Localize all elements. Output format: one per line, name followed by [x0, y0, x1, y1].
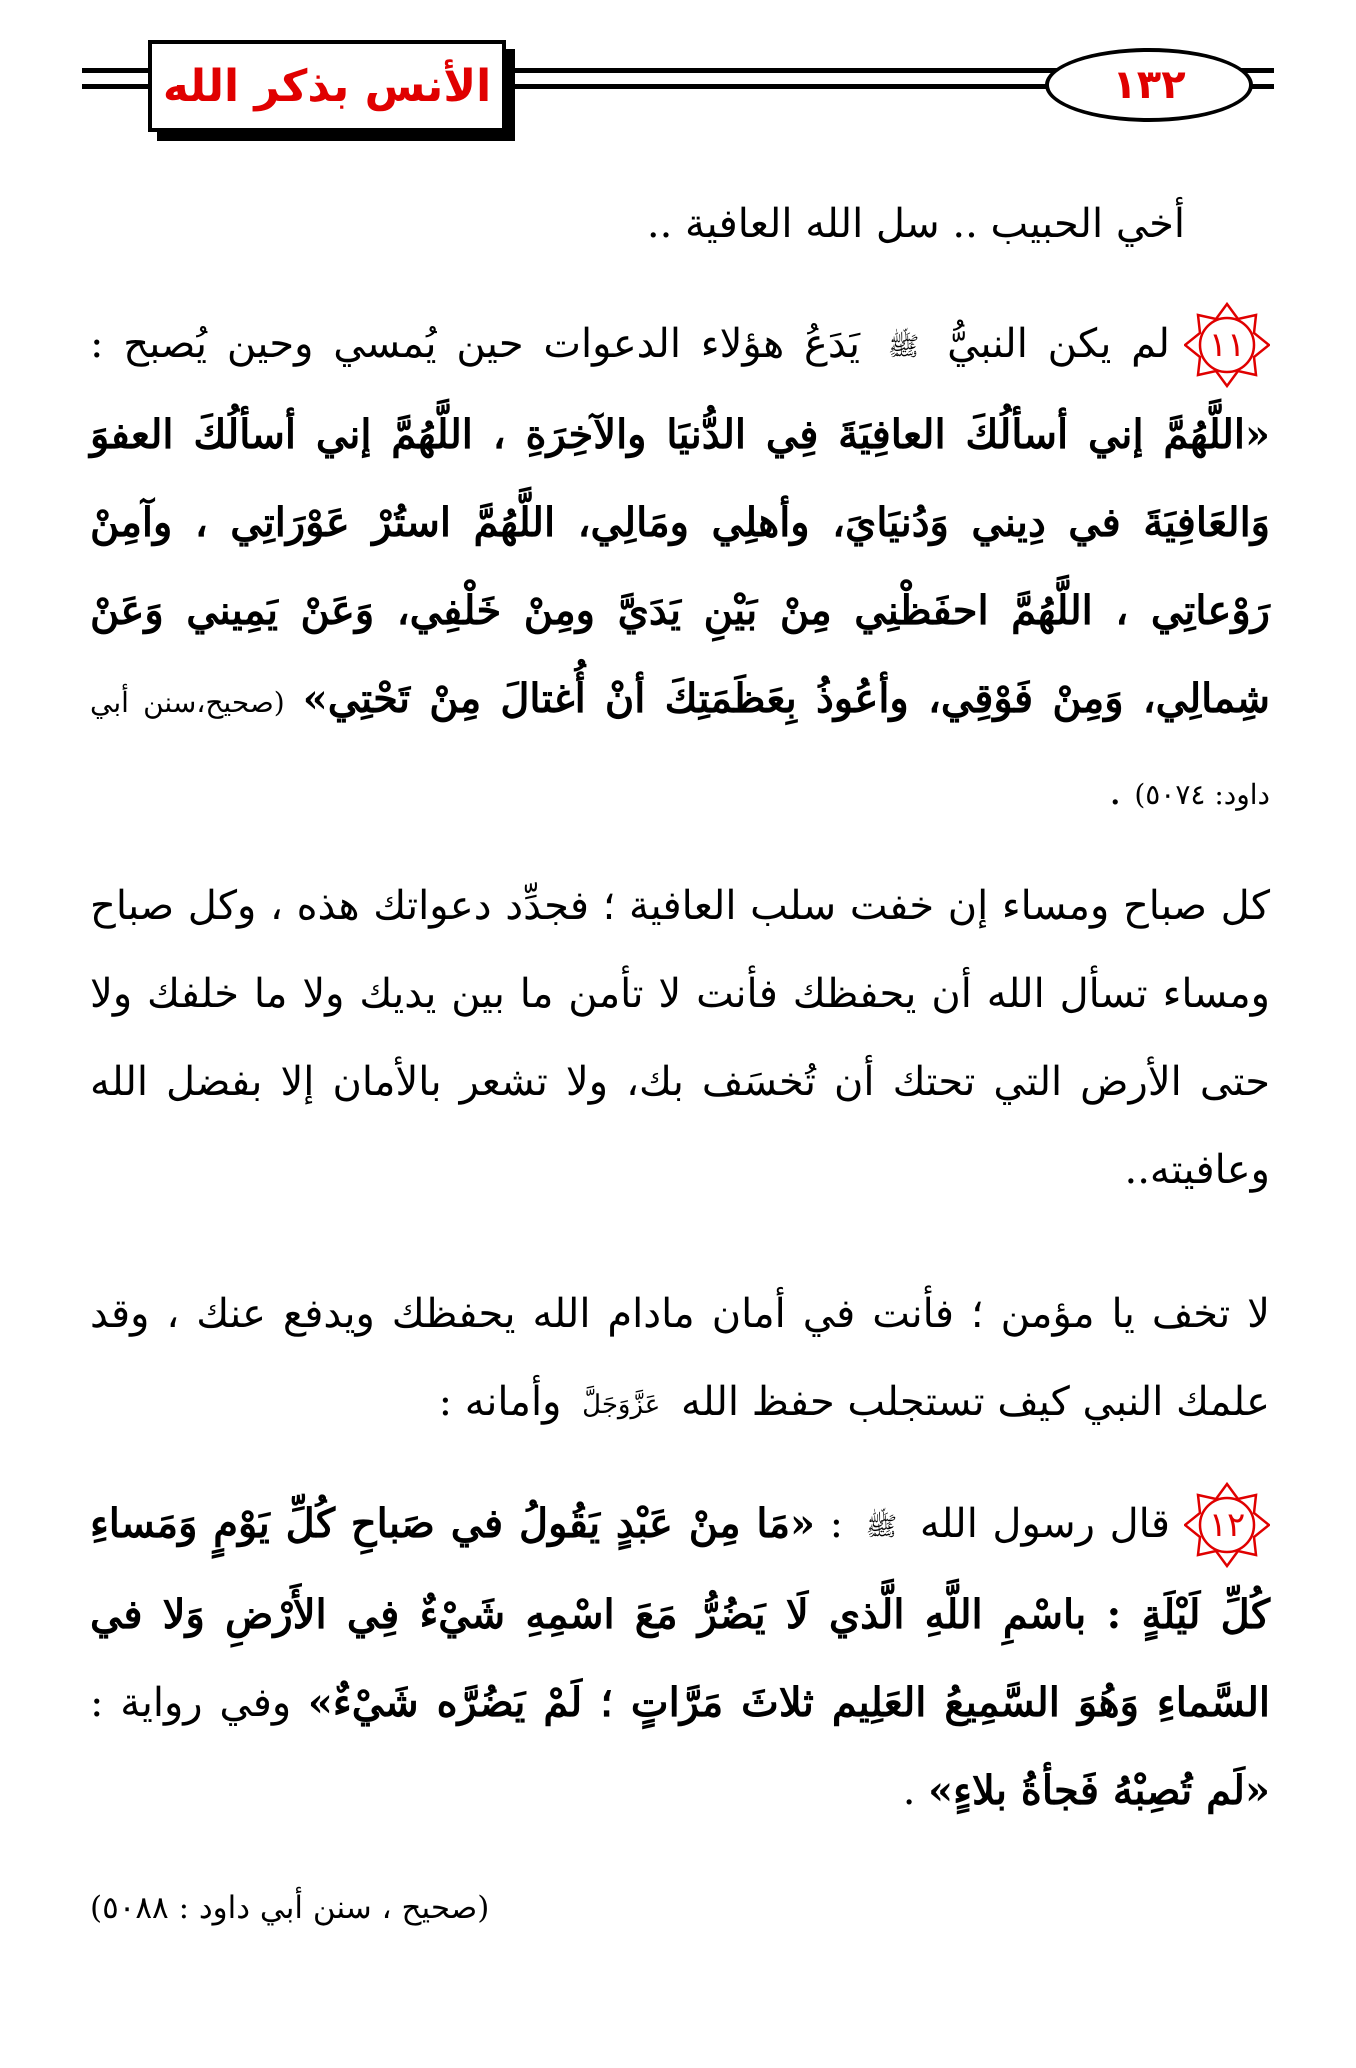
item-11-lead: لم يكن النبيُّ [947, 321, 1170, 367]
item-12-hadith: «مَا مِنْ عَبْدٍ يَقُولُ في صَباحِ كُلِّ يَوْمٍ وَمَساءِ كُلِّ لَيْلَةٍ : باسْمِ اللَّهِ الَّذي لَا يَضُرُّ مَعَ اسْمِهِ شَيْءٌ فِي الأَرْضِ وَلا في السَّماءِ وَهُوَ السَّمِيعُ العَلِيم ثلاثَ مَرَّاتٍ ؛ لَمْ يَضُرَّه شَيْءٌ» [90, 1500, 1270, 1726]
paragraph-3-text-2: وأمانه : [438, 1379, 562, 1425]
star-number-12 [1184, 1482, 1270, 1568]
paragraph-3 [90, 1270, 1270, 1449]
footnote-text: (صحيح ، سنن أبي داود : ٥٠٨٨) [90, 1890, 490, 1926]
salawat-glyph: ﷺ [865, 1512, 898, 1542]
item-12-end: . [902, 1768, 916, 1814]
book-title-box [148, 40, 506, 132]
paragraph-2-text: كل صباح ومساء إن خفت سلب العافية ؛ فجدِّد دعواتك هذه ، وكل صباح ومساء تسأل الله أن يحفظك فأنت لا تأمن ما بين يديك ولا ما خلفك ولا حتى الأرض التي تحتك أن تُخسَف بك، ولا تشعر بالأمان إلا بفضل الله وعافيته.. [90, 883, 1270, 1193]
intro-text: أخي الحبيب .. سل الله العافية .. [646, 201, 1185, 247]
item-11-lead-2: يَدَعُ هؤلاء الدعوات حين يُمسي وحين يُصبح : [90, 321, 860, 367]
item-12-number: ١٢ [1208, 1505, 1246, 1545]
page-number-oval [1045, 48, 1253, 122]
paragraph-2 [90, 862, 1270, 1214]
item-12-paragraph [90, 1480, 1270, 1835]
item-11-number: ١١ [1208, 325, 1246, 365]
star-number-11 [1184, 302, 1270, 388]
intro-line [110, 180, 1185, 268]
item-11-source: (صحيح،سنن أبي داود: ٥٠٧٤) [90, 686, 1270, 811]
item-12-narration-label: وفي رواية : [90, 1680, 292, 1726]
item-11-end: . [1108, 768, 1122, 814]
salawat-glyph: ﷺ [887, 332, 920, 362]
item-12-narration: «لَم تُصِبْهُ فَجأةُ بلاءٍ» [928, 1767, 1270, 1814]
item-11-paragraph [90, 300, 1270, 839]
item-12-lead-2: : [829, 1501, 844, 1547]
book-title: الأنس بذكر الله [162, 60, 492, 112]
item-12-lead: قال رسول الله [919, 1501, 1170, 1547]
page-number: ١٣٢ [1112, 62, 1186, 108]
item-11-dua: «اللَّهُمَّ إني أسألُكَ العافِيَةَ فِي الدُّنيَا والآخِرَةِ ، اللَّهُمَّ إني أسألُكَ العفوَ وَالعَافِيَةَ في دِيني وَدُنيَايَ، وأهلِي ومَالِي، اللَّهُمَّ استُرْ عَوْرَاتِي ، وآمِنْ رَوْعاتِي ، اللَّهُمَّ احفَظْنِي مِنْ بَيْنِ يَدَيَّ ومِنْ خَلْفِي، وَعَنْ يَمِيني وَعَنْ شِمالِي، وَمِنْ فَوْقِي، وأعُوذُ بِعَظَمَتِكَ أنْ أُغتالَ مِنْ تَحْتِي» [90, 411, 1271, 722]
footnote [90, 1890, 1270, 1926]
azza-wajal-glyph: عَزَّوَجَلَّ [582, 1390, 661, 1420]
paragraph-3-text: لا تخف يا مؤمن ؛ فأنت في أمان مادام الله يحفظك ويدفع عنك ، وقد علمك النبي كيف تستجلب حفظ الله [90, 1291, 1270, 1425]
